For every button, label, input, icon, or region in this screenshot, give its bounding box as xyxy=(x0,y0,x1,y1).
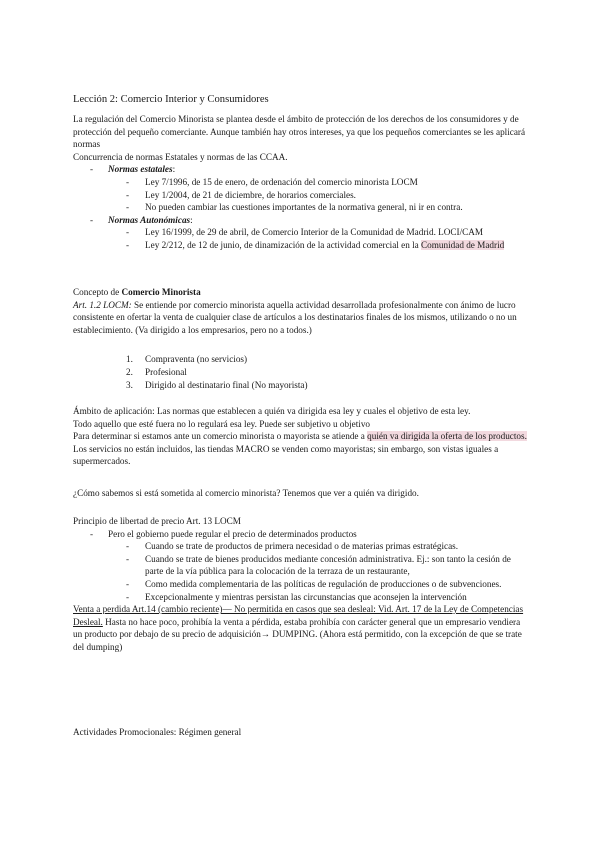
list-item: - Ley 1/2004, de 21 de diciembre, de horarios comerciales. xyxy=(73,189,528,202)
highlighted-text: quién va dirigida la oferta de los productos. xyxy=(367,431,527,442)
highlighted-text: Comunidad de Madrid xyxy=(421,239,505,250)
list-item: 2. Profesional xyxy=(126,366,187,377)
list-item: - No pueden cambiar las cuestiones importantes de la normativa general, ni ir en contra. xyxy=(73,201,528,214)
list-item: - Ley 16/1999, de 29 de abril, de Comercio Interior de la Comunidad de Madrid. LOCI/CAM xyxy=(73,226,528,239)
ambito-paragraph: Para determinar si estamos ante un comercio minorista o mayorista se atiende a quién va dirigida la oferta de los productos. Los servicios no están incluidos, las tiendas MACRO se venden como mayoristas; sin embargo, son vistas iguales a supermercados. xyxy=(73,431,527,467)
list-item: 3. Dirigido al destinatario final (No mayorista) xyxy=(126,379,308,390)
concepto-heading: Concepto de Comercio Minorista xyxy=(73,287,201,297)
list-item: - Cuando se trate de bienes producidos mediante concesión administrativa. Ej.: son tanto la cesión de parte de la vía pública para la colocación de la terraza de un restaurante, xyxy=(73,553,528,578)
list-item: - Ley 2/212, de 12 de junio, de dinamización de la actividad comercial en la Comunidad de Madrid xyxy=(73,239,528,252)
article-ref: Art. 1.2 LOCM: xyxy=(73,299,132,310)
list-item: - Pero el gobierno puede regular el precio de determinados productos - Cuando se trate de productos de primera necesidad o de materias primas estratégicas. - Cuando se trate de bienes producidos mediante concesión administrativa. Ej.: son tanto la cesión de parte de la vía pública para la colocación de la terraza de un restaurante, - Como medida complementaria de las políticas de regulación de producciones o de subvenciones. - Excepcionalmente y mientras persistan las circunstancias que aconsejen la intervención xyxy=(73,528,528,604)
list-item: - Ley 7/1996, de 15 de enero, de ordenación del comercio minorista LOCM xyxy=(73,176,528,189)
actividades-heading: Actividades Promocionales: Régimen general xyxy=(73,727,242,737)
normas-autonomicas-label: Normas Autonómicas xyxy=(108,214,191,225)
ambito-section xyxy=(73,405,528,468)
normas-list xyxy=(73,163,528,251)
lesson-title: Lección 2: Comercio Interior y Consumidores xyxy=(73,94,269,105)
ambito-line-2: Todo aquello que esté fuera no lo regulará esa ley. Puede ser subjetivo u objetivo xyxy=(73,418,371,429)
list-item: - Normas Autonómicas: - Ley 16/1999, de 29 de abril, de Comercio Interior de la Comunidad de Madrid. LOCI/CAM - Ley 2/212, de 12 de junio, de dinamización de la actividad comercial en la Comunidad de Madrid xyxy=(73,214,528,252)
concepto-section xyxy=(73,286,528,391)
venta-perdida-heading: Venta a perdida Art.14 (cambio reciente)— No permitida en casos que sea desleal: Vid. Art. 17 de la Ley de Competencias Desleal. xyxy=(73,604,524,627)
normas-autonomicas-items xyxy=(73,226,528,251)
concepto-paragraph: Art. 1.2 LOCM: Se entiende por comercio minorista aquella actividad desarrollada profesionalmente con ánimo de lucro consistente en ofertar la venta de cualquier clase de artículos a los destinatarios finales de los mismos, utilizando o no un establecimiento. (Va dirigido a los empresarios, pero no a todos.) xyxy=(73,299,517,335)
list-item: 1. Compraventa (no servicios) xyxy=(126,354,248,365)
normas-estatales-label: Normas estatales xyxy=(108,164,173,175)
principio-list xyxy=(73,528,528,604)
principio-sub-items xyxy=(73,540,528,603)
principio-section xyxy=(73,515,528,654)
list-item: - Excepcionalmente y mientras persistan las circunstancias que aconsejen la intervención xyxy=(73,591,528,604)
principio-heading: Principio de libertad de precio Art. 13 LOCM xyxy=(73,516,241,526)
concurrence-line: Concurrencia de normas Estatales y normas de las CCAA. xyxy=(73,151,288,162)
list-item: - Como medida complementaria de las políticas de regulación de producciones o de subvenciones. xyxy=(73,578,528,591)
question-line: ¿Cómo sabemos si está sometida al comercio minorista? Tenemos que ver a quién va dirigido. xyxy=(73,488,419,498)
ambito-line-1: Ámbito de aplicación: Las normas que establecen a quién va dirigida esa ley y cuales el objetivo de esta ley. xyxy=(73,406,471,416)
venta-perdida-paragraph: Venta a perdida Art.14 (cambio reciente)— No permitida en casos que sea desleal: Vid. Art. 17 de la Ley de Competencias Desleal. Hasta no hace poco, prohibía la venta a pérdida, estaba prohibía con carácter general que un empresario vendiera un producto por debajo de su precio de adquisición→ DUMPING. (Ahora está permitido, con la excepción de que se trate del dumping) xyxy=(73,604,524,652)
list-item: - Cuando se trate de productos de primera necesidad o de materias primas estratégicas. xyxy=(73,540,528,553)
intro-paragraph: La regulación del Comercio Minorista se plantea desde el ámbito de protección de los derechos de los consumidores y de protección del pequeño comerciante. Aunque también hay otros intereses, ya que los pequeños comerciantes se les aplicará normas xyxy=(73,114,526,150)
concepto-list xyxy=(73,353,528,391)
normas-estatales-items xyxy=(73,176,528,214)
intro-section xyxy=(73,113,528,252)
list-item: - Normas estatales: - Ley 7/1996, de 15 de enero, de ordenación del comercio minorista LOCM - Ley 1/2004, de 21 de diciembre, de horarios comerciales. - No pueden cambiar las cuestiones importantes de la normativa general, ni ir en contra. xyxy=(73,163,528,213)
